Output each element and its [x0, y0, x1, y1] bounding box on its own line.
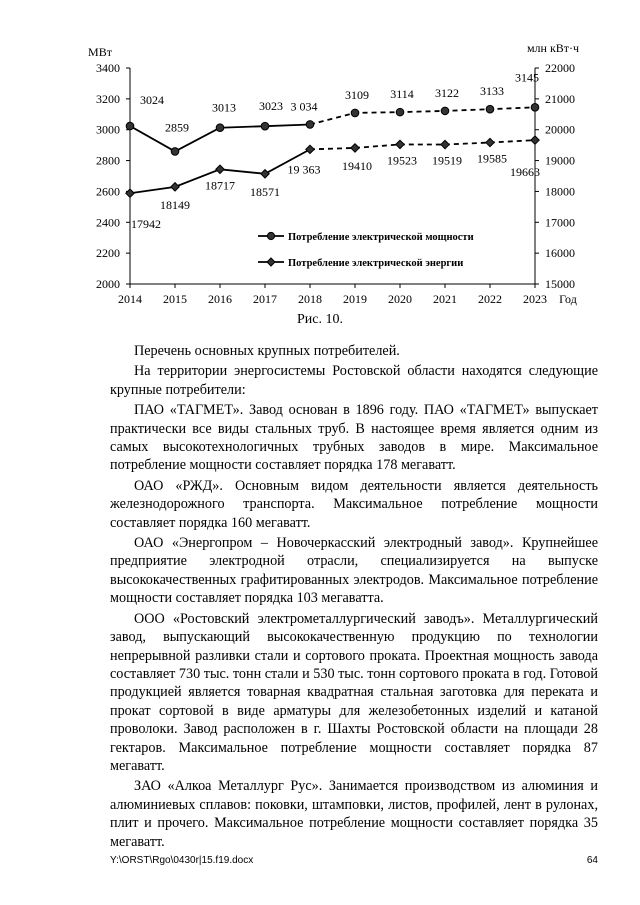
- left-tick-label: 3400: [96, 61, 120, 75]
- energy-point: [126, 189, 134, 197]
- power-data-label: 3024: [140, 93, 164, 108]
- right-tick-label: 20000: [545, 122, 575, 137]
- power-point: [306, 121, 314, 129]
- power-point: [126, 122, 134, 130]
- energy-point: [261, 170, 269, 178]
- series-line-forecast-1: [310, 107, 535, 124]
- x-tick-label: 2021: [433, 292, 457, 306]
- paragraph-intro: Перечень основных крупных потребителей.: [134, 343, 400, 359]
- power-point: [486, 105, 494, 113]
- energy-point: [351, 144, 359, 152]
- right-tick-label: 19000: [545, 153, 575, 168]
- left-tick-label: 2800: [96, 153, 120, 168]
- energy-point: [306, 145, 314, 153]
- energy-data-label: 19585: [477, 151, 507, 166]
- energy-data-label: 19410: [342, 158, 372, 173]
- x-tick-label: 2022: [478, 292, 502, 306]
- energy-point: [486, 138, 494, 146]
- power-point: [396, 108, 404, 116]
- right-axis-title: млн кВт·ч: [526, 41, 580, 55]
- left-tick-label: 2200: [96, 246, 120, 261]
- x-tick-label: 2014: [118, 292, 142, 306]
- power-point: [351, 109, 359, 117]
- power-point: [531, 104, 539, 112]
- x-tick-label: 2015: [163, 292, 187, 306]
- legend-energy-label: Потребление электрической энергии: [288, 258, 464, 269]
- power-point: [171, 148, 179, 156]
- power-point: [216, 124, 224, 132]
- paragraph-alcoa: ЗАО «Алкоа Металлург Рус». Занимается производством из алюминия и алюминиевых сплавов: поковки, штамповки, листов, профилей, лент в рулонах, плит и прочего. Максимальное потребление мощности составляет порядка 35 мегаватт.: [110, 778, 598, 850]
- legend-power-marker: [267, 232, 274, 239]
- footer-file-path: Y:\ORST\Rgo\0430r|15.f19.docx: [110, 855, 254, 866]
- power-data-label: 3023: [259, 99, 283, 114]
- energy-data-label: 19663: [510, 165, 540, 180]
- left-tick-label: 2400: [96, 215, 120, 230]
- left-tick-label: 2600: [96, 184, 120, 199]
- power-point: [441, 107, 449, 115]
- power-data-label: 3013: [212, 100, 236, 115]
- energy-data-label: 19 363: [287, 162, 321, 177]
- x-tick-label: 2023: [523, 292, 547, 306]
- energy-data-label: 18149: [160, 197, 190, 212]
- left-tick-label: 2000: [96, 277, 120, 291]
- power-data-label: 3133: [480, 84, 504, 99]
- paragraph-1: На территории энергосистемы Ростовской области находятся следующие крупные потребители:: [110, 363, 598, 398]
- energy-data-label: 19519: [432, 153, 462, 168]
- right-tick-label: 21000: [545, 91, 575, 106]
- energy-data-label: 19523: [387, 153, 417, 168]
- x-tick-label: 2020: [388, 292, 412, 306]
- figure-caption: Рис. 10.: [297, 312, 343, 327]
- document-body: [110, 342, 598, 853]
- energy-data-label: 17942: [131, 217, 161, 232]
- chart: [0, 0, 640, 320]
- right-tick-label: 22000: [545, 61, 575, 75]
- energy-point: [441, 140, 449, 148]
- power-data-label: 3109: [345, 87, 369, 102]
- energy-point: [171, 183, 179, 191]
- energy-point: [531, 136, 539, 144]
- power-data-label: 2859: [165, 120, 189, 135]
- power-data-label: 3145: [515, 70, 539, 85]
- energy-data-label: 18571: [250, 184, 280, 199]
- power-point: [261, 122, 269, 130]
- x-axis-title: Год: [559, 292, 577, 306]
- energy-data-label: 18717: [205, 178, 235, 193]
- paragraph-tagmet: ПАО «ТАГМЕТ». Завод основан в 1896 году. ПАО «ТАГМЕТ» выпускает практически все виды стальных труб. В настоящее время является одним из самых высокотехнологичных трубных заводов в мире. Максимальное потребление мощности составляет порядка 178 мегаватт.: [110, 402, 598, 474]
- power-data-label: 3122: [435, 85, 459, 100]
- legend-power-label: Потребление электрической мощности: [288, 232, 474, 243]
- energy-point: [396, 140, 404, 148]
- footer-page-number: 64: [586, 855, 598, 866]
- left-axis-title: МВт: [88, 45, 112, 59]
- legend-energy-marker: [267, 258, 275, 266]
- right-tick-label: 18000: [545, 184, 575, 199]
- left-tick-label: 3200: [96, 91, 120, 106]
- x-tick-label: 2019: [343, 292, 367, 306]
- paragraph-rez: ООО «Ростовский электрометаллургический заводъ». Металлургический завод, выпускающий высококачественную продукцию по технологии непрерывной разливки стали и сортового проката. Проектная мощность завода составляет 730 тыс. тонн стали и 530 тыс. тонн сортового проката в год. Готовой продукцией является товарная квадратная стальная заготовка для переката и прокат сортовой в виде арматуры для железобетонных изделий и катаной проволоки. Завод расположен в г. Шахты Ростовской области на площади 28 гектаров. Максимальное потребление мощности составляет порядка 87 мегаватт.: [110, 610, 598, 774]
- x-tick-label: 2016: [208, 292, 232, 306]
- series-line-forecast-2: [310, 140, 535, 149]
- left-tick-label: 3000: [96, 122, 120, 137]
- x-tick-label: 2017: [253, 292, 277, 306]
- paragraph-energoprom: ОАО «Энергопром – Новочеркасский электродный завод». Крупнейшее предприятие электродной отрасли, специализируется на выпуске высококачественных графитированных электродов. Максимальное потребление мощности составляет порядка 103 мегаватта.: [110, 535, 598, 607]
- x-tick-label: 2018: [298, 292, 322, 306]
- energy-point: [216, 165, 224, 173]
- right-tick-label: 17000: [545, 215, 575, 230]
- paragraph-rzd: ОАО «РЖД». Основным видом деятельности является деятельность железнодорожного транспорта. Максимальное потребление мощности составляет порядка 160 мегаватт.: [110, 477, 598, 531]
- power-data-label: 3114: [390, 87, 414, 102]
- right-tick-label: 15000: [545, 277, 575, 291]
- power-data-label: 3 034: [290, 99, 318, 114]
- right-tick-label: 16000: [545, 246, 575, 261]
